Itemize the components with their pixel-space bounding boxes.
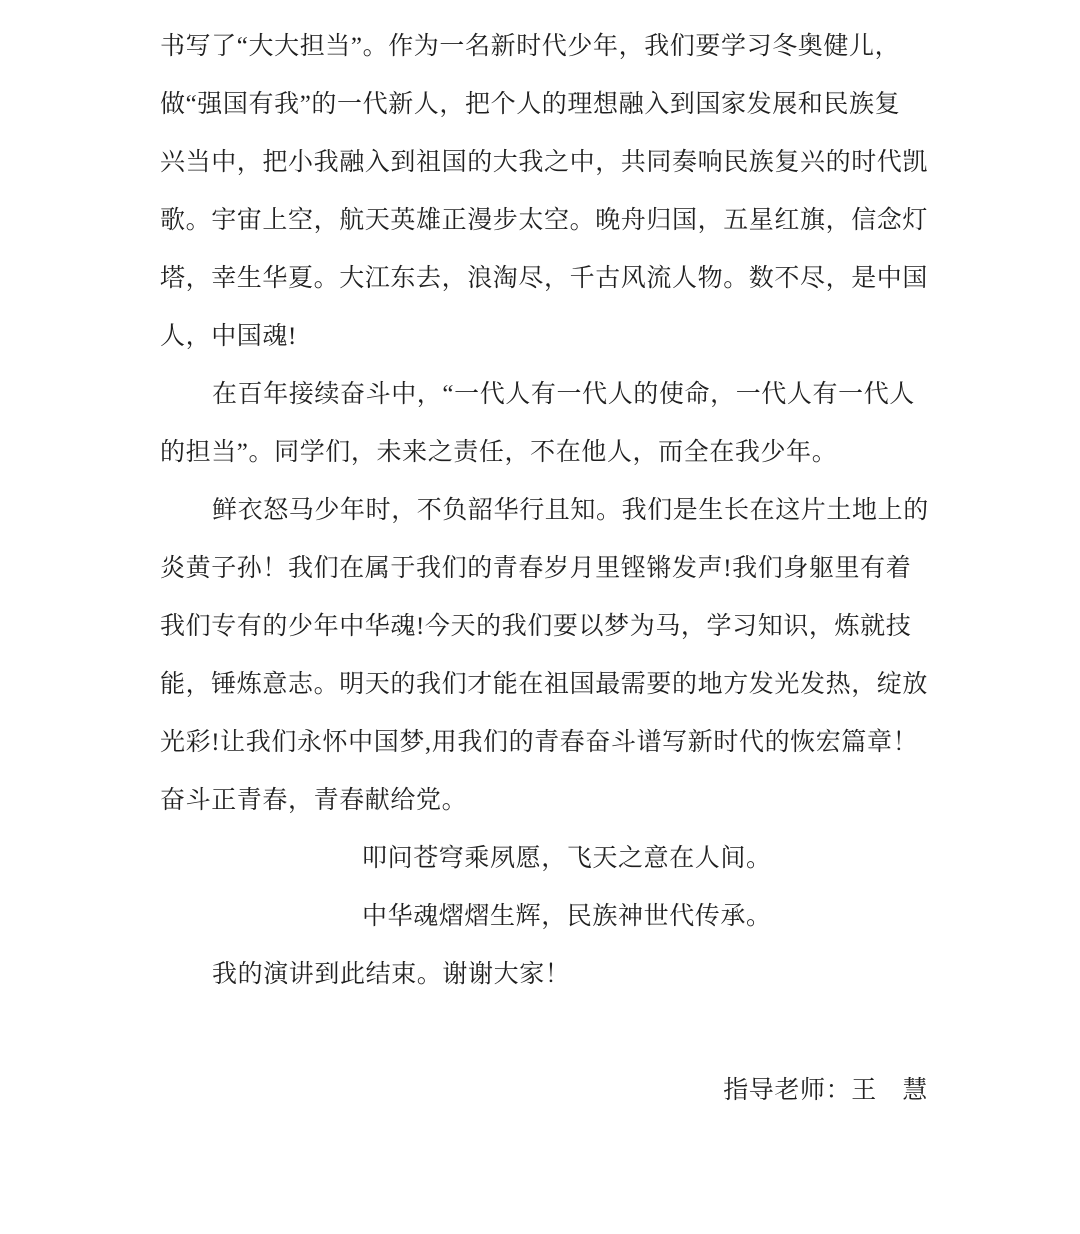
speech-line: 光彩!让我们永怀中国梦,用我们的青春奋斗谱写新时代的恢宏篇章！ bbox=[160, 729, 919, 756]
speech-line: 做“强国有我”的一代新人，把个人的理想融入到国家发展和民族复 bbox=[160, 91, 901, 118]
verse-line: 叩问苍穹乘夙愿，飞天之意在人间。 bbox=[362, 845, 772, 872]
speech-line: 炎黄子孙！我们在属于我们的青春岁月里铿锵发声!我们身躯里有着 bbox=[160, 555, 912, 582]
speech-line: 书写了“大大担当”。作为一名新时代少年，我们要学习冬奥健儿， bbox=[160, 33, 901, 60]
speech-line: 的担当”。同学们，未来之责任，不在他人，而全在我少年。 bbox=[160, 439, 838, 466]
speech-body bbox=[160, 18, 930, 1120]
teacher-signature: 指导老师：王 慧 bbox=[723, 1077, 928, 1104]
speech-line: 鲜衣怒马少年时，不负韶华行且知。我们是生长在这片土地上的 bbox=[212, 497, 929, 524]
speech-line: 歌。宇宙上空，航天英雄正漫步太空。晚舟归国，五星红旗，信念灯 bbox=[160, 207, 929, 234]
speech-line: 在百年接续奋斗中，“一代人有一代人的使命，一代人有一代人 bbox=[212, 381, 915, 408]
verse-line: 中华魂熠熠生辉，民族神世代传承。 bbox=[362, 903, 772, 930]
closing-line: 我的演讲到此结束。谢谢大家！ bbox=[212, 961, 571, 988]
speech-line: 兴当中，把小我融入到祖国的大我之中，共同奏响民族复兴的时代凯 bbox=[160, 149, 929, 176]
speech-line: 人，中国魂! bbox=[160, 323, 297, 350]
blank-line bbox=[160, 1004, 930, 1062]
speech-line: 能，锤炼意志。明天的我们才能在祖国最需要的地方发光发热，绽放 bbox=[160, 671, 929, 698]
speech-line: 我们专有的少年中华魂!今天的我们要以梦为马，学习知识，炼就技 bbox=[160, 613, 912, 640]
speech-line: 奋斗正青春，青春献给党。 bbox=[160, 787, 468, 814]
speech-line: 塔，幸生华夏。大江东去，浪淘尽，千古风流人物。数不尽，是中国 bbox=[160, 265, 929, 292]
